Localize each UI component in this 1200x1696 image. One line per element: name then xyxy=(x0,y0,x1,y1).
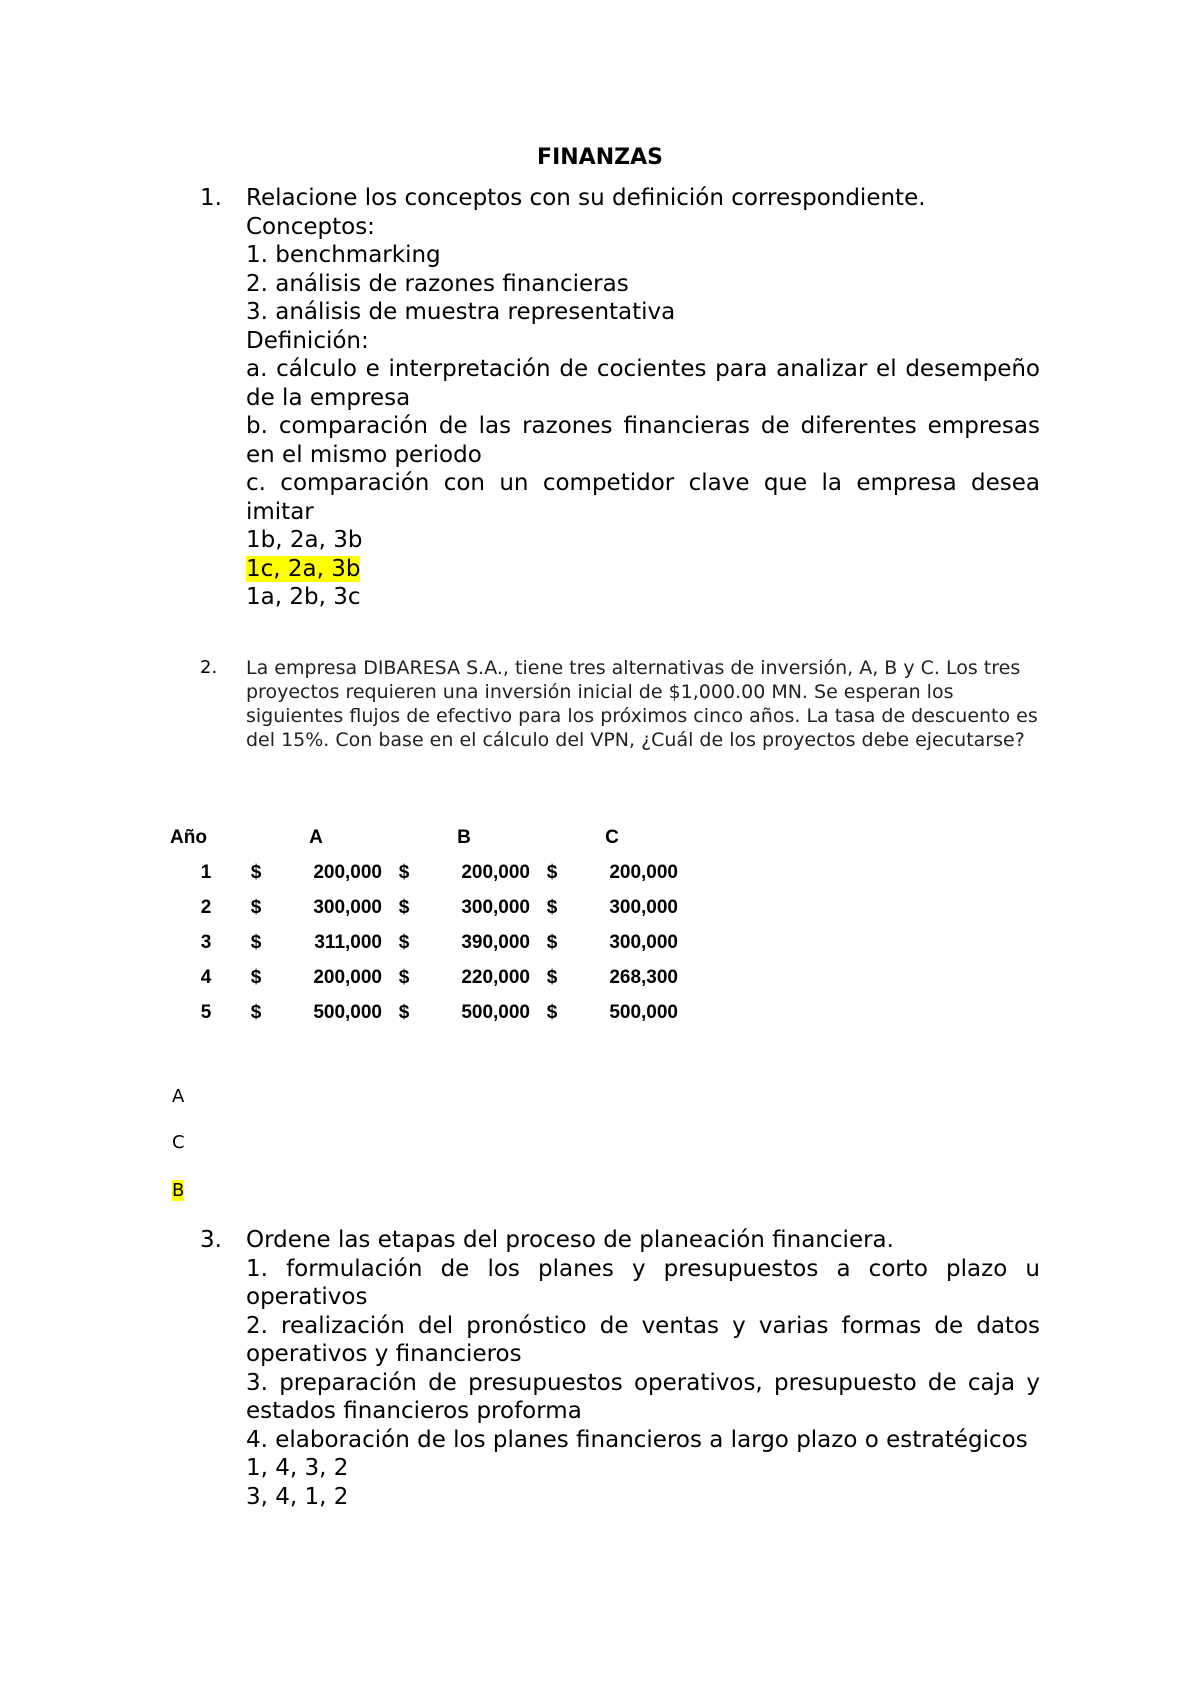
answer-option[interactable] xyxy=(246,526,1040,555)
definition-item: b. comparación de las razones financieras de diferentes empresas en el mismo periodo xyxy=(246,413,1040,468)
question-prompt: Ordene las etapas del proceso de planeación financiera. xyxy=(246,1227,894,1253)
amount-cell: 200,000 xyxy=(313,966,382,988)
amount-cell: 200,000 xyxy=(609,861,678,883)
table-row xyxy=(170,995,686,1030)
answer-option-text: 1, 4, 3, 2 xyxy=(246,1455,349,1481)
table-row xyxy=(170,855,686,890)
concept-item: 2. análisis de razones financieras xyxy=(246,270,629,297)
answer-option-text: C xyxy=(172,1132,185,1153)
column-header: A xyxy=(309,826,323,848)
year-cell: 2 xyxy=(200,896,212,918)
column-header: Año xyxy=(170,826,207,848)
step-item: 4. elaboración de los planes financieros a largo plazo o estratégicos xyxy=(246,1426,1028,1453)
question-prompt: La empresa DIBARESA S.A., tiene tres alternativas de inversión, A, B y C. Los tres proyectos requieren una inversión inicial de $1,000.00 MN. Se esperan los siguientes flujos de efectivo para los próximos cinco años. La tasa de descuento es del 15%. Con base en el cálculo del VPN, ¿Cuál de los proyectos debe ejecutarse? xyxy=(246,657,1038,751)
definition-item: c. comparación con un competidor clave que la empresa desea imitar xyxy=(246,470,1040,525)
amount-cell: 200,000 xyxy=(313,861,382,883)
question-body xyxy=(246,1226,1040,1511)
answer-option[interactable] xyxy=(246,583,1040,612)
question-2 xyxy=(200,656,1040,752)
amount-cell: 311,000 xyxy=(314,931,382,953)
currency-symbol: $ xyxy=(398,1001,410,1023)
page-title: FINANZAS xyxy=(537,145,663,170)
amount-cell: 500,000 xyxy=(313,1001,382,1023)
year-cell: 4 xyxy=(200,966,212,988)
amount-cell: 500,000 xyxy=(461,1001,530,1023)
table-row xyxy=(170,925,686,960)
answer-option-text: 1c, 2a, 3b xyxy=(246,555,361,582)
currency-symbol: $ xyxy=(546,861,558,883)
concepts-label: Conceptos: xyxy=(246,213,375,240)
answer-option[interactable] xyxy=(172,1086,184,1108)
answer-option[interactable] xyxy=(246,1454,1040,1483)
column-header: B xyxy=(457,826,471,848)
question-prompt: Relacione los conceptos con su definición correspondiente. xyxy=(246,185,926,211)
amount-cell: 300,000 xyxy=(609,931,678,953)
currency-symbol: $ xyxy=(546,896,558,918)
answer-option-text: 3, 4, 1, 2 xyxy=(246,1483,349,1510)
question-number: 3. xyxy=(200,1227,222,1253)
step-item: 3. preparación de presupuestos operativos, presupuesto de caja y estados financieros proforma xyxy=(246,1369,1040,1424)
answer-option-text: A xyxy=(172,1086,185,1107)
currency-symbol: $ xyxy=(250,966,262,988)
concept-item: 1. benchmarking xyxy=(246,242,441,268)
table-row xyxy=(170,960,686,995)
amount-cell: 200,000 xyxy=(461,861,530,883)
year-cell: 5 xyxy=(200,1001,212,1023)
answer-option-text: 1b, 2a, 3b xyxy=(246,527,363,553)
amount-cell: 500,000 xyxy=(609,1001,678,1023)
currency-symbol: $ xyxy=(546,1001,558,1023)
question-number: 1. xyxy=(200,185,222,211)
amount-cell: 390,000 xyxy=(461,931,530,953)
definitions-label: Definición: xyxy=(246,327,369,354)
amount-cell: 300,000 xyxy=(461,896,530,918)
amount-cell: 268,300 xyxy=(609,966,678,988)
currency-symbol: $ xyxy=(250,896,262,918)
answer-option[interactable] xyxy=(246,1483,1040,1512)
amount-cell: 300,000 xyxy=(609,896,678,918)
question-body xyxy=(246,184,1040,612)
currency-symbol: $ xyxy=(546,931,558,953)
currency-symbol: $ xyxy=(546,966,558,988)
currency-symbol: $ xyxy=(250,1001,262,1023)
year-cell: 3 xyxy=(200,931,212,953)
currency-symbol: $ xyxy=(250,861,262,883)
amount-cell: 300,000 xyxy=(313,896,382,918)
definition-item: a. cálculo e interpretación de cocientes para analizar el desempeño de la empresa xyxy=(246,356,1040,411)
answer-option-text: 1a, 2b, 3c xyxy=(246,584,361,610)
currency-symbol: $ xyxy=(398,931,410,953)
currency-symbol: $ xyxy=(398,896,410,918)
currency-symbol: $ xyxy=(398,966,410,988)
column-header: C xyxy=(605,826,619,848)
year-cell: 1 xyxy=(200,861,212,883)
question-3 xyxy=(200,1226,1040,1511)
cash-flow-table xyxy=(170,820,686,1030)
answer-option-selected[interactable] xyxy=(172,1180,184,1202)
answer-option-text: B xyxy=(172,1180,185,1201)
step-item: 2. realización del pronóstico de ventas y varias formas de datos operativos y financieros xyxy=(246,1312,1040,1367)
currency-symbol: $ xyxy=(398,861,410,883)
answer-option[interactable] xyxy=(172,1132,185,1154)
step-item: 1. formulación de los planes y presupuestos a corto plazo u operativos xyxy=(246,1255,1040,1310)
table-header-row xyxy=(170,820,686,855)
currency-symbol: $ xyxy=(250,931,262,953)
concept-item: 3. análisis de muestra representativa xyxy=(246,299,676,325)
answer-option-selected[interactable] xyxy=(246,555,1040,584)
question-1 xyxy=(200,184,1040,612)
amount-cell: 220,000 xyxy=(461,966,530,988)
question-number: 2. xyxy=(200,657,218,678)
table-row xyxy=(170,890,686,925)
